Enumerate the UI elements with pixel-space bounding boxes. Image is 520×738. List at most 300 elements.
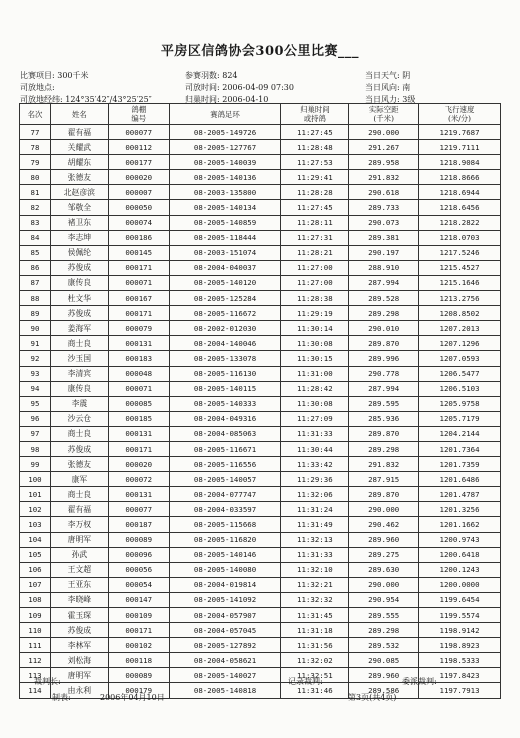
rank-cell: 91 <box>20 336 51 351</box>
table-row <box>20 381 501 396</box>
loft-number-cell: 000187 <box>108 517 169 532</box>
table-row <box>20 487 501 502</box>
distance-cell: 287.994 <box>349 381 419 396</box>
speed-cell: 1215.4527 <box>419 260 501 275</box>
table-row <box>20 547 501 562</box>
distance-cell: 290.000 <box>349 125 419 140</box>
rank-cell: 84 <box>20 230 51 245</box>
loft-number-cell: 000020 <box>108 457 169 472</box>
ring-cell: 08-2005-149726 <box>169 125 281 140</box>
rank-cell: 98 <box>20 441 51 456</box>
rank-cell: 100 <box>20 472 51 487</box>
return-time-cell: 11:32:06 <box>281 487 349 502</box>
table-header-row <box>20 104 501 125</box>
rank-cell: 87 <box>20 275 51 290</box>
race-item: 比赛项目: 300千米 <box>20 71 89 80</box>
ring-cell: 08-2004-049316 <box>169 411 281 426</box>
loft-number-cell: 000077 <box>108 502 169 517</box>
col-return-time: 归巢时间 或持鸽 <box>281 104 349 125</box>
speed-cell: 1200.0000 <box>419 577 501 592</box>
table-row <box>20 532 501 547</box>
ring-cell: 08-2004-140046 <box>169 336 281 351</box>
rank-cell: 86 <box>20 260 51 275</box>
rank-cell: 94 <box>20 381 51 396</box>
distance-cell: 289.275 <box>349 547 419 562</box>
col-distance: 实际空距 (千米) <box>349 104 419 125</box>
table-row <box>20 653 501 668</box>
ring-cell: 08-2004-057045 <box>169 623 281 638</box>
report-date: 2006年04月10日 <box>100 693 165 702</box>
table-row <box>20 321 501 336</box>
speed-cell: 1200.9743 <box>419 532 501 547</box>
distance-cell: 289.381 <box>349 230 419 245</box>
return-time-cell: 11:31:46 <box>281 683 349 698</box>
rank-cell: 80 <box>20 170 51 185</box>
name-cell: 唐明军 <box>50 532 108 547</box>
col-rank: 名次 <box>20 104 51 125</box>
rank-cell: 96 <box>20 411 51 426</box>
speed-cell: 1218.6944 <box>419 185 501 200</box>
distance-cell: 291.267 <box>349 140 419 155</box>
loft-number-cell: 000171 <box>108 306 169 321</box>
name-cell: 沙云仓 <box>50 411 108 426</box>
return-time-cell: 11:27:45 <box>281 125 349 140</box>
name-cell: 褚卫东 <box>50 215 108 230</box>
distance-cell: 289.298 <box>349 306 419 321</box>
loft-number-cell: 000089 <box>108 668 169 683</box>
ring-cell: 08-2005-116556 <box>169 457 281 472</box>
distance-cell: 285.936 <box>349 411 419 426</box>
loft-number-cell: 000171 <box>108 260 169 275</box>
name-cell: 邹敬全 <box>50 200 108 215</box>
name-cell: 康传良 <box>50 275 108 290</box>
table-row <box>20 155 501 170</box>
name-cell: 张德友 <box>50 170 108 185</box>
speed-cell: 1218.2822 <box>419 215 501 230</box>
loft-number-cell: 000007 <box>108 185 169 200</box>
table-row <box>20 472 501 487</box>
return-time-cell: 11:31:45 <box>281 608 349 623</box>
speed-cell: 1198.8923 <box>419 638 501 653</box>
rank-cell: 90 <box>20 321 51 336</box>
table-row <box>20 502 501 517</box>
return-time-cell: 11:32:21 <box>281 577 349 592</box>
rank-cell: 101 <box>20 487 51 502</box>
rank-cell: 104 <box>20 532 51 547</box>
race-info <box>20 70 500 106</box>
name-cell: 李志坤 <box>50 230 108 245</box>
distance-cell: 287.915 <box>349 472 419 487</box>
table-row <box>20 125 501 140</box>
ring-cell: 08-2005-127892 <box>169 638 281 653</box>
speed-cell: 1200.6418 <box>419 547 501 562</box>
table-row <box>20 366 501 381</box>
return-time-cell: 11:32:02 <box>281 653 349 668</box>
return-time-cell: 11:28:11 <box>281 215 349 230</box>
speed-cell: 1201.3256 <box>419 502 501 517</box>
page-number: 第3页(共4页) <box>348 693 397 702</box>
table-row <box>20 562 501 577</box>
ring-cell: 08-2005-140120 <box>169 275 281 290</box>
col-name: 姓名 <box>50 104 108 125</box>
loft-number-cell: 000054 <box>108 577 169 592</box>
name-cell: 李林军 <box>50 638 108 653</box>
distance-cell: 289.630 <box>349 562 419 577</box>
table-row <box>20 275 501 290</box>
table-row <box>20 411 501 426</box>
rank-cell: 105 <box>20 547 51 562</box>
rank-cell: 95 <box>20 396 51 411</box>
speed-cell: 1219.7687 <box>419 125 501 140</box>
ring-cell: 08-2005-118444 <box>169 230 281 245</box>
name-cell: 苏俊成 <box>50 623 108 638</box>
speed-cell: 1207.1296 <box>419 336 501 351</box>
distance-cell: 290.010 <box>349 321 419 336</box>
col-speed: 飞行速度 (米/分) <box>419 104 501 125</box>
distance-cell: 289.528 <box>349 291 419 306</box>
distance-cell: 289.298 <box>349 441 419 456</box>
distance-cell: 289.958 <box>349 155 419 170</box>
table-row <box>20 592 501 607</box>
name-cell: 张德友 <box>50 457 108 472</box>
name-cell: 王亚东 <box>50 577 108 592</box>
name-cell: 孙武 <box>50 547 108 562</box>
name-cell: 李晓峰 <box>50 592 108 607</box>
return-time-cell: 11:29:19 <box>281 306 349 321</box>
return-time-cell: 11:32:10 <box>281 562 349 577</box>
ring-cell: 08-2005-140027 <box>169 668 281 683</box>
name-cell: 北赵彦滨 <box>50 185 108 200</box>
rank-cell: 92 <box>20 351 51 366</box>
loft-number-cell: 000118 <box>108 653 169 668</box>
return-time-cell: 11:33:42 <box>281 457 349 472</box>
ring-cell: 08-2005-140136 <box>169 170 281 185</box>
return-time-cell: 11:31:56 <box>281 638 349 653</box>
ring-cell: 08-2005-125284 <box>169 291 281 306</box>
return-time-cell: 11:28:28 <box>281 185 349 200</box>
speed-cell: 1218.6456 <box>419 200 501 215</box>
ring-cell: 08-2005-140115 <box>169 381 281 396</box>
table-row <box>20 170 501 185</box>
table-row <box>20 336 501 351</box>
rank-cell: 78 <box>20 140 51 155</box>
return-time-cell: 11:27:00 <box>281 275 349 290</box>
return-time-cell: 11:31:18 <box>281 623 349 638</box>
return-time-cell: 11:32:32 <box>281 592 349 607</box>
speed-cell: 1206.5103 <box>419 381 501 396</box>
distance-cell: 289.960 <box>349 532 419 547</box>
ring-cell: 08-2005-140057 <box>169 472 281 487</box>
distance-cell: 290.073 <box>349 215 419 230</box>
rank-cell: 81 <box>20 185 51 200</box>
loft-number-cell: 000050 <box>108 200 169 215</box>
distance-cell: 290.000 <box>349 577 419 592</box>
col-loft-number: 鸽棚 编号 <box>108 104 169 125</box>
ring-cell: 08-2005-127767 <box>169 140 281 155</box>
table-row <box>20 457 501 472</box>
ring-cell: 08-2005-140134 <box>169 200 281 215</box>
distance-cell: 288.910 <box>349 260 419 275</box>
name-cell: 苏俊成 <box>50 441 108 456</box>
speed-cell: 1205.9758 <box>419 396 501 411</box>
return-time-cell: 11:30:08 <box>281 336 349 351</box>
name-cell: 翟有福 <box>50 502 108 517</box>
return-time-cell: 11:27:09 <box>281 411 349 426</box>
rank-cell: 106 <box>20 562 51 577</box>
name-cell: 霍玉琛 <box>50 608 108 623</box>
speed-cell: 1198.9142 <box>419 623 501 638</box>
speed-cell: 1204.2144 <box>419 426 501 441</box>
return-date: 归巢时间: 2006-04-10 <box>185 95 269 104</box>
loft-number-cell: 000085 <box>108 396 169 411</box>
name-cell: 由永利 <box>50 683 108 698</box>
speed-cell: 1206.5477 <box>419 366 501 381</box>
speed-cell: 1201.4787 <box>419 487 501 502</box>
rank-cell: 93 <box>20 366 51 381</box>
rank-cell: 113 <box>20 668 51 683</box>
speed-cell: 1205.7179 <box>419 411 501 426</box>
table-row <box>20 441 501 456</box>
ring-cell: 08-2005-141092 <box>169 592 281 607</box>
loft-number-cell: 000185 <box>108 411 169 426</box>
table-row <box>20 215 501 230</box>
speed-cell: 1199.5574 <box>419 608 501 623</box>
return-time-cell: 11:30:14 <box>281 321 349 336</box>
name-cell: 苏俊成 <box>50 306 108 321</box>
return-time-cell: 11:28:42 <box>281 381 349 396</box>
rank-cell: 108 <box>20 592 51 607</box>
rank-cell: 79 <box>20 155 51 170</box>
loft-number-cell: 000074 <box>108 215 169 230</box>
speed-cell: 1207.2013 <box>419 321 501 336</box>
loft-number-cell: 000096 <box>108 547 169 562</box>
ring-cell: 08-2005-115668 <box>169 517 281 532</box>
speed-cell: 1198.5333 <box>419 653 501 668</box>
name-cell: 商士良 <box>50 336 108 351</box>
rank-cell: 112 <box>20 653 51 668</box>
rank-cell: 99 <box>20 457 51 472</box>
return-time-cell: 11:31:33 <box>281 547 349 562</box>
table-row <box>20 260 501 275</box>
rank-cell: 77 <box>20 125 51 140</box>
distance-cell: 290.000 <box>349 502 419 517</box>
return-time-cell: 11:29:36 <box>281 472 349 487</box>
ring-cell: 08-2005-140859 <box>169 215 281 230</box>
loft-number-cell: 000072 <box>108 472 169 487</box>
rank-cell: 107 <box>20 577 51 592</box>
rank-cell: 85 <box>20 245 51 260</box>
loft-number-cell: 000131 <box>108 336 169 351</box>
table-row <box>20 426 501 441</box>
loft-number-cell: 000171 <box>108 441 169 456</box>
table-row <box>20 396 501 411</box>
return-time-cell: 11:31:24 <box>281 502 349 517</box>
speed-cell: 1197.7913 <box>419 683 501 698</box>
speed-cell: 1219.7111 <box>419 140 501 155</box>
name-cell: 杜文华 <box>50 291 108 306</box>
table-row <box>20 291 501 306</box>
loft-number-cell: 000145 <box>108 245 169 260</box>
loft-number-cell: 000102 <box>108 638 169 653</box>
return-time-cell: 11:28:48 <box>281 140 349 155</box>
name-cell: 侯佩纶 <box>50 245 108 260</box>
rank-cell: 102 <box>20 502 51 517</box>
loft-number-cell: 000186 <box>108 230 169 245</box>
table-row <box>20 608 501 623</box>
table-row <box>20 351 501 366</box>
loft-number-cell: 000131 <box>108 487 169 502</box>
distance-cell: 289.586 <box>349 683 419 698</box>
return-time-cell: 11:29:41 <box>281 170 349 185</box>
speed-cell: 1201.7359 <box>419 457 501 472</box>
loft-number-cell: 000071 <box>108 381 169 396</box>
name-cell: 李震 <box>50 396 108 411</box>
rank-cell: 88 <box>20 291 51 306</box>
speed-cell: 1201.1662 <box>419 517 501 532</box>
ring-cell: 08-2002-012030 <box>169 321 281 336</box>
speed-cell: 1207.0593 <box>419 351 501 366</box>
return-time-cell: 11:27:45 <box>281 200 349 215</box>
distance-cell: 289.870 <box>349 426 419 441</box>
distance-cell: 289.870 <box>349 487 419 502</box>
distance-cell: 289.532 <box>349 638 419 653</box>
release-time: 司放时间: 2006-04-09 07:30 <box>185 83 294 92</box>
ring-cell: 08-2005-133078 <box>169 351 281 366</box>
distance-cell: 289.733 <box>349 200 419 215</box>
return-time-cell: 11:32:51 <box>281 668 349 683</box>
name-cell: 康传良 <box>50 381 108 396</box>
made-by-label: 制表: <box>52 693 71 702</box>
ring-cell: 08-2004-077747 <box>169 487 281 502</box>
entry-count: 参赛羽数: 824 <box>185 71 238 80</box>
loft-number-cell: 000131 <box>108 426 169 441</box>
rank-cell: 97 <box>20 426 51 441</box>
name-cell: 关耀武 <box>50 140 108 155</box>
name-cell: 胡耀东 <box>50 155 108 170</box>
return-time-cell: 11:28:38 <box>281 291 349 306</box>
rank-cell: 114 <box>20 683 51 698</box>
ring-cell: 08-2004-085063 <box>169 426 281 441</box>
distance-cell: 291.832 <box>349 457 419 472</box>
table-row <box>20 577 501 592</box>
rank-cell: 110 <box>20 623 51 638</box>
name-cell: 商士良 <box>50 426 108 441</box>
loft-number-cell: 000077 <box>108 125 169 140</box>
name-cell: 王文超 <box>50 562 108 577</box>
ring-cell: 08-2005-140333 <box>169 396 281 411</box>
rank-cell: 111 <box>20 638 51 653</box>
referee-label: 裁判长: <box>34 677 61 686</box>
table-row <box>20 185 501 200</box>
table-row <box>20 230 501 245</box>
ring-cell: 08-2003-135800 <box>169 185 281 200</box>
table-row <box>20 623 501 638</box>
return-time-cell: 11:32:13 <box>281 532 349 547</box>
loft-number-cell: 000171 <box>108 623 169 638</box>
ring-cell: 08-2005-140146 <box>169 547 281 562</box>
name-cell: 姜海军 <box>50 321 108 336</box>
speed-cell: 1200.1243 <box>419 562 501 577</box>
distance-cell: 290.462 <box>349 517 419 532</box>
distance-cell: 289.298 <box>349 623 419 638</box>
distance-cell: 290.085 <box>349 653 419 668</box>
loft-number-cell: 000147 <box>108 592 169 607</box>
return-time-cell: 11:30:08 <box>281 396 349 411</box>
col-ring: 赛鸽足环 <box>169 104 281 125</box>
return-time-cell: 11:27:31 <box>281 230 349 245</box>
speed-cell: 1197.8423 <box>419 668 501 683</box>
return-time-cell: 11:27:53 <box>281 155 349 170</box>
ring-cell: 08-2003-151074 <box>169 245 281 260</box>
table-row <box>20 517 501 532</box>
loft-number-cell: 000020 <box>108 170 169 185</box>
speed-cell: 1218.9084 <box>419 155 501 170</box>
distance-cell: 291.832 <box>349 170 419 185</box>
loft-number-cell: 000177 <box>108 155 169 170</box>
ring-cell: 08-2005-116672 <box>169 306 281 321</box>
loft-number-cell: 000112 <box>108 140 169 155</box>
speed-cell: 1215.1646 <box>419 275 501 290</box>
ring-cell: 08-2004-058621 <box>169 653 281 668</box>
speed-cell: 1213.2756 <box>419 291 501 306</box>
loft-number-cell: 000079 <box>108 321 169 336</box>
speed-cell: 1201.6486 <box>419 472 501 487</box>
rank-cell: 109 <box>20 608 51 623</box>
results-table <box>19 103 501 699</box>
return-time-cell: 11:27:00 <box>281 260 349 275</box>
release-place: 司放地点: <box>20 83 55 92</box>
name-cell: 翟有福 <box>50 125 108 140</box>
distance-cell: 289.555 <box>349 608 419 623</box>
loft-number-cell: 000048 <box>108 366 169 381</box>
return-time-cell: 11:30:15 <box>281 351 349 366</box>
loft-number-cell: 000071 <box>108 275 169 290</box>
table-row <box>20 638 501 653</box>
loft-number-cell: 000056 <box>108 562 169 577</box>
ring-cell: 08-2005-116820 <box>169 532 281 547</box>
loft-number-cell: 000109 <box>108 608 169 623</box>
name-cell: 唐明军 <box>50 668 108 683</box>
table-row <box>20 245 501 260</box>
record-referee-label: 记录裁判: <box>288 677 323 686</box>
loft-number-cell: 000183 <box>108 351 169 366</box>
table-row <box>20 306 501 321</box>
commissioner-label: 委派裁判: <box>402 677 437 686</box>
distance-cell: 290.954 <box>349 592 419 607</box>
ring-cell: 08-2005-116671 <box>169 441 281 456</box>
distance-cell: 290.778 <box>349 366 419 381</box>
name-cell: 沙玉国 <box>50 351 108 366</box>
rank-cell: 103 <box>20 517 51 532</box>
speed-cell: 1201.7364 <box>419 441 501 456</box>
speed-cell: 1218.0703 <box>419 230 501 245</box>
ring-cell: 08-2005-140080 <box>169 562 281 577</box>
return-time-cell: 11:31:00 <box>281 366 349 381</box>
speed-cell: 1218.8666 <box>419 170 501 185</box>
name-cell: 苏俊成 <box>50 260 108 275</box>
return-time-cell: 11:31:49 <box>281 517 349 532</box>
wind-direction: 当日风向: 南 <box>365 83 411 92</box>
loft-number-cell: 000179 <box>108 683 169 698</box>
page-title: 平房区信鸽协会300公里比赛___ <box>160 44 360 59</box>
loft-number-cell: 000167 <box>108 291 169 306</box>
rank-cell: 82 <box>20 200 51 215</box>
distance-cell: 289.595 <box>349 396 419 411</box>
name-cell: 刘松海 <box>50 653 108 668</box>
distance-cell: 290.618 <box>349 185 419 200</box>
rank-cell: 83 <box>20 215 51 230</box>
table-row <box>20 140 501 155</box>
